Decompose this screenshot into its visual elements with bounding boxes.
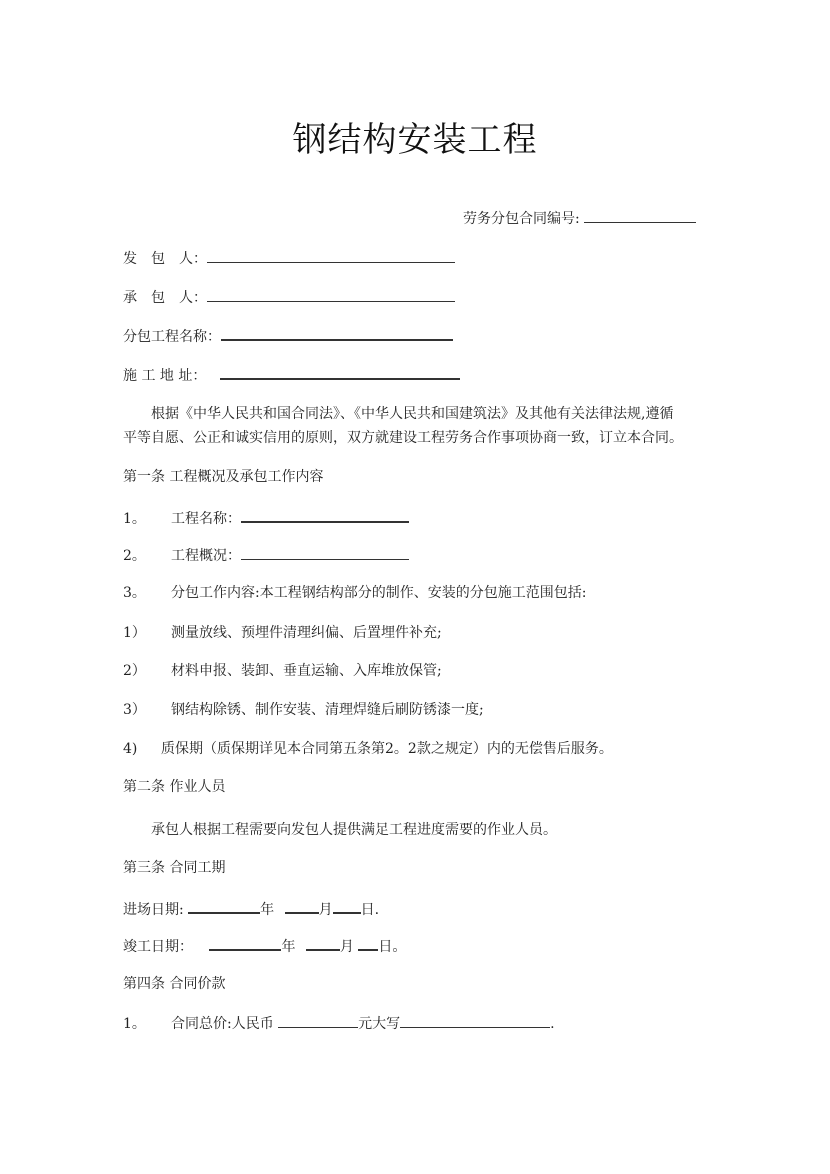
contract-number-blank [584, 208, 696, 223]
scope-item-1: 1） 测量放线、预埋件清理纠偏、后置埋件补充; [123, 625, 442, 641]
price-words-blank [400, 1013, 550, 1028]
price-number-blank [278, 1013, 358, 1028]
end-day-blank [358, 935, 378, 951]
end-year-blank [209, 935, 281, 951]
article1-item-3: 3。 分包工作内容:本工程钢结构部分的制作、安装的分包施工范围包括: [123, 585, 587, 601]
contractor-line [123, 287, 455, 308]
project-name-blank [221, 325, 453, 341]
article3-heading: 第三条 合同工期 [123, 860, 226, 876]
end-date-line: 竣工日期： 年 月 日。 [123, 935, 406, 957]
scope-item-2: 2） 材料申报、装卸、垂直运输、入库堆放保管; [123, 663, 442, 679]
employer-blank [207, 248, 455, 263]
end-month-blank [306, 935, 340, 951]
start-year-blank [188, 898, 260, 914]
contract-price-line: 1。 合同总价:人民币 元大写 . [123, 1013, 555, 1034]
article1-item-2: 2。 工程概况： [123, 545, 409, 566]
contract-number-line [463, 208, 696, 229]
preamble-line-2: 平等自愿、公正和诚实信用的原则，双方就建设工程劳务合作事项协商一致，订立本合同。 [123, 430, 683, 446]
contractor-blank [207, 287, 455, 302]
article2-heading: 第二条 作业人员 [123, 779, 226, 795]
start-day-blank [333, 898, 361, 914]
article1-heading: 第一条 工程概况及承包工作内容 [123, 469, 324, 485]
contractor-label: 承 包 人： [123, 290, 207, 306]
start-date-line: 进场日期: 年 月 日. [123, 898, 379, 920]
project-name-line [123, 325, 453, 347]
project-overview-blank [241, 545, 409, 560]
start-month-blank [285, 898, 319, 914]
preamble-line-1: 根据《中华人民共和国合同法》、《中华人民共和国建筑法》及其他有关法律法规,遵循 [151, 406, 674, 422]
project-name-label: 分包工程名称： [123, 329, 221, 345]
employer-line [123, 248, 455, 269]
article1-item-1: 1。 工程名称： [123, 507, 409, 529]
project-name-blank-2 [241, 507, 409, 523]
address-line [123, 364, 460, 386]
employer-label: 发 包 人： [123, 251, 207, 267]
address-label: 施 工 地 址： [123, 368, 207, 384]
scope-item-3: 3） 钢结构除锈、制作安装、清理焊缝后刷防锈漆一度; [123, 702, 484, 718]
scope-item-4: 4) 质保期（质保期详见本合同第五条第2。2款之规定）内的无偿售后服务。 [123, 741, 613, 757]
address-blank [220, 364, 460, 380]
contract-number-label: 劳务分包合同编号: [463, 211, 580, 227]
article2-text: 承包人根据工程需要向发包人提供满足工程进度需要的作业人员。 [151, 822, 557, 838]
article4-heading: 第四条 合同价款 [123, 976, 226, 992]
document-title: 钢结构安装工程 [292, 120, 538, 160]
